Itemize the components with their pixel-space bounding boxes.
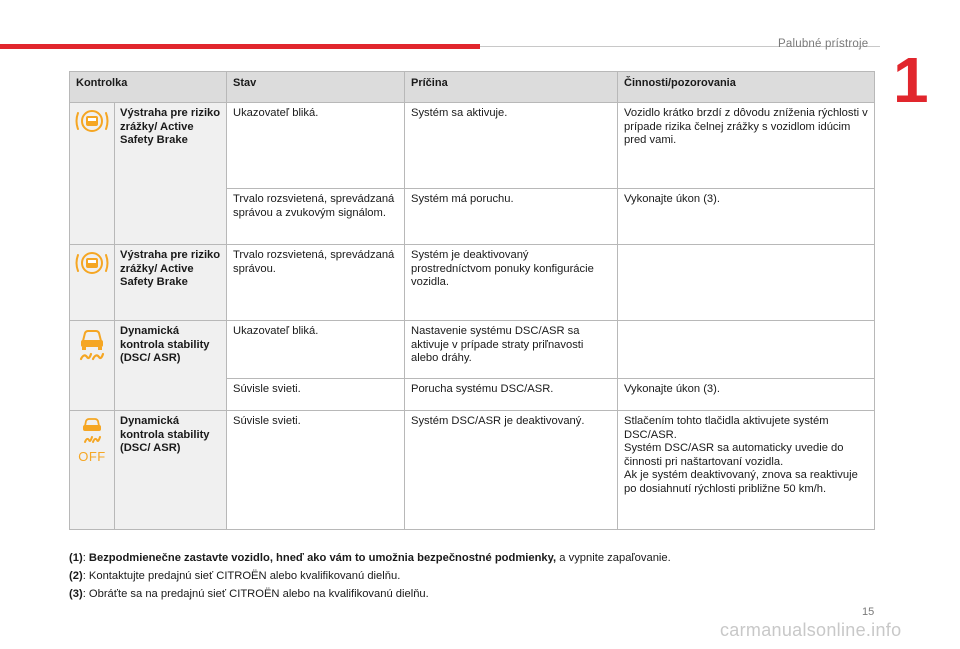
cause-cell: Systém je deaktivovaný prostredníctvom ponuky konfigurácie vozidla. xyxy=(405,245,618,321)
chapter-number: 1 xyxy=(893,44,929,116)
indicator-name: Dynamická kontrola stability (DSC/ ASR) xyxy=(115,411,227,530)
table-header-row xyxy=(70,72,875,103)
footnote-tag: (3) xyxy=(69,588,83,600)
footnote-text: : Kontaktujte predajnú sieť CITROËN alebo kvalifikovanú dielňu. xyxy=(82,570,401,582)
footnote-tag: (2) xyxy=(69,570,83,582)
cause-cell: Systém sa aktivuje. xyxy=(405,103,618,189)
page-number: 15 xyxy=(862,606,875,618)
footnote-2 xyxy=(69,567,889,585)
cause-cell: Nastavenie systému DSC/ASR sa aktivuje v prípade straty priľnavosti alebo dráhy. xyxy=(405,321,618,379)
collision-warning-icon xyxy=(75,109,109,133)
indicator-table xyxy=(69,71,875,530)
state-cell: Trvalo rozsvietená, sprevádzaná správou. xyxy=(227,245,405,321)
indicator-icon-cell xyxy=(70,411,115,530)
action-cell: Vykonajte úkon (3). xyxy=(618,189,875,245)
indicator-icon-cell xyxy=(70,321,115,411)
indicator-icon-cell xyxy=(70,245,115,321)
off-label: OFF xyxy=(78,448,106,464)
state-cell: Súvisle svieti. xyxy=(227,379,405,411)
column-header-action: Činnosti/pozorovania xyxy=(618,72,875,103)
footnote-bold-text: Bezpodmienečne zastavte vozidlo, hneď ako vám to umožnia bezpečnostné podmienky, xyxy=(88,552,557,564)
section-title: Palubné prístroje xyxy=(778,38,869,50)
cause-cell: Systém má poruchu. xyxy=(405,189,618,245)
action-cell xyxy=(618,321,875,379)
table-row xyxy=(70,411,875,530)
header-accent-bar xyxy=(0,44,480,49)
cause-cell: Systém DSC/ASR je deaktivovaný. xyxy=(405,411,618,530)
state-cell: Súvisle svieti. xyxy=(227,411,405,530)
action-cell: Stlačením tohto tlačidla aktivujete systém DSC/ASR. Systém DSC/ASR sa automaticky uvedie do činnosti pri naštartovaní vozidla. Ak je systém deaktivovaný, znova sa reaktivuje po dosiahnutí rýchlosti približne 50 km/h. xyxy=(618,411,875,530)
state-cell: Ukazovateľ bliká. xyxy=(227,103,405,189)
cause-cell: Porucha systému DSC/ASR. xyxy=(405,379,618,411)
footnotes xyxy=(69,549,889,603)
action-cell: Vozidlo krátko brzdí z dôvodu zníženia rýchlosti v prípade rizika čelnej zrážky s vozidlom idúcim pred vami. xyxy=(618,103,875,189)
watermark: carmanualsonline.info xyxy=(720,620,902,640)
indicator-icon-cell xyxy=(70,103,115,245)
stability-control-off-icon xyxy=(77,417,107,445)
indicator-name: Výstraha pre riziko zrážky/ Active Safety Brake xyxy=(115,103,227,245)
footnote-text: a vypnite zapaľovanie. xyxy=(556,552,671,564)
footnote-text: : Obráťte sa na predajnú sieť CITROËN alebo na kvalifikovanú dielňu. xyxy=(82,588,429,600)
footnote-tag: (1) xyxy=(69,552,83,564)
action-cell: Vykonajte úkon (3). xyxy=(618,379,875,411)
stability-control-icon xyxy=(77,327,107,361)
table-row xyxy=(70,321,875,379)
state-cell: Ukazovateľ bliká. xyxy=(227,321,405,379)
action-cell xyxy=(618,245,875,321)
collision-warning-icon xyxy=(75,251,109,275)
column-header-state: Stav xyxy=(227,72,405,103)
column-header-cause: Príčina xyxy=(405,72,618,103)
table-row xyxy=(70,245,875,321)
footnote-3 xyxy=(69,585,889,603)
table-row xyxy=(70,103,875,189)
indicator-name: Výstraha pre riziko zrážky/ Active Safety Brake xyxy=(115,245,227,321)
state-cell: Trvalo rozsvietená, sprevádzaná správou a zvukovým signálom. xyxy=(227,189,405,245)
footnote-1: (1): Bezpodmienečne zastavte vozidlo, hneď ako vám to umožnia bezpečnostné podmienky, a vypnite zapaľovanie. xyxy=(69,552,671,564)
indicator-name: Dynamická kontrola stability (DSC/ ASR) xyxy=(115,321,227,411)
column-header-indicator: Kontrolka xyxy=(70,72,227,103)
